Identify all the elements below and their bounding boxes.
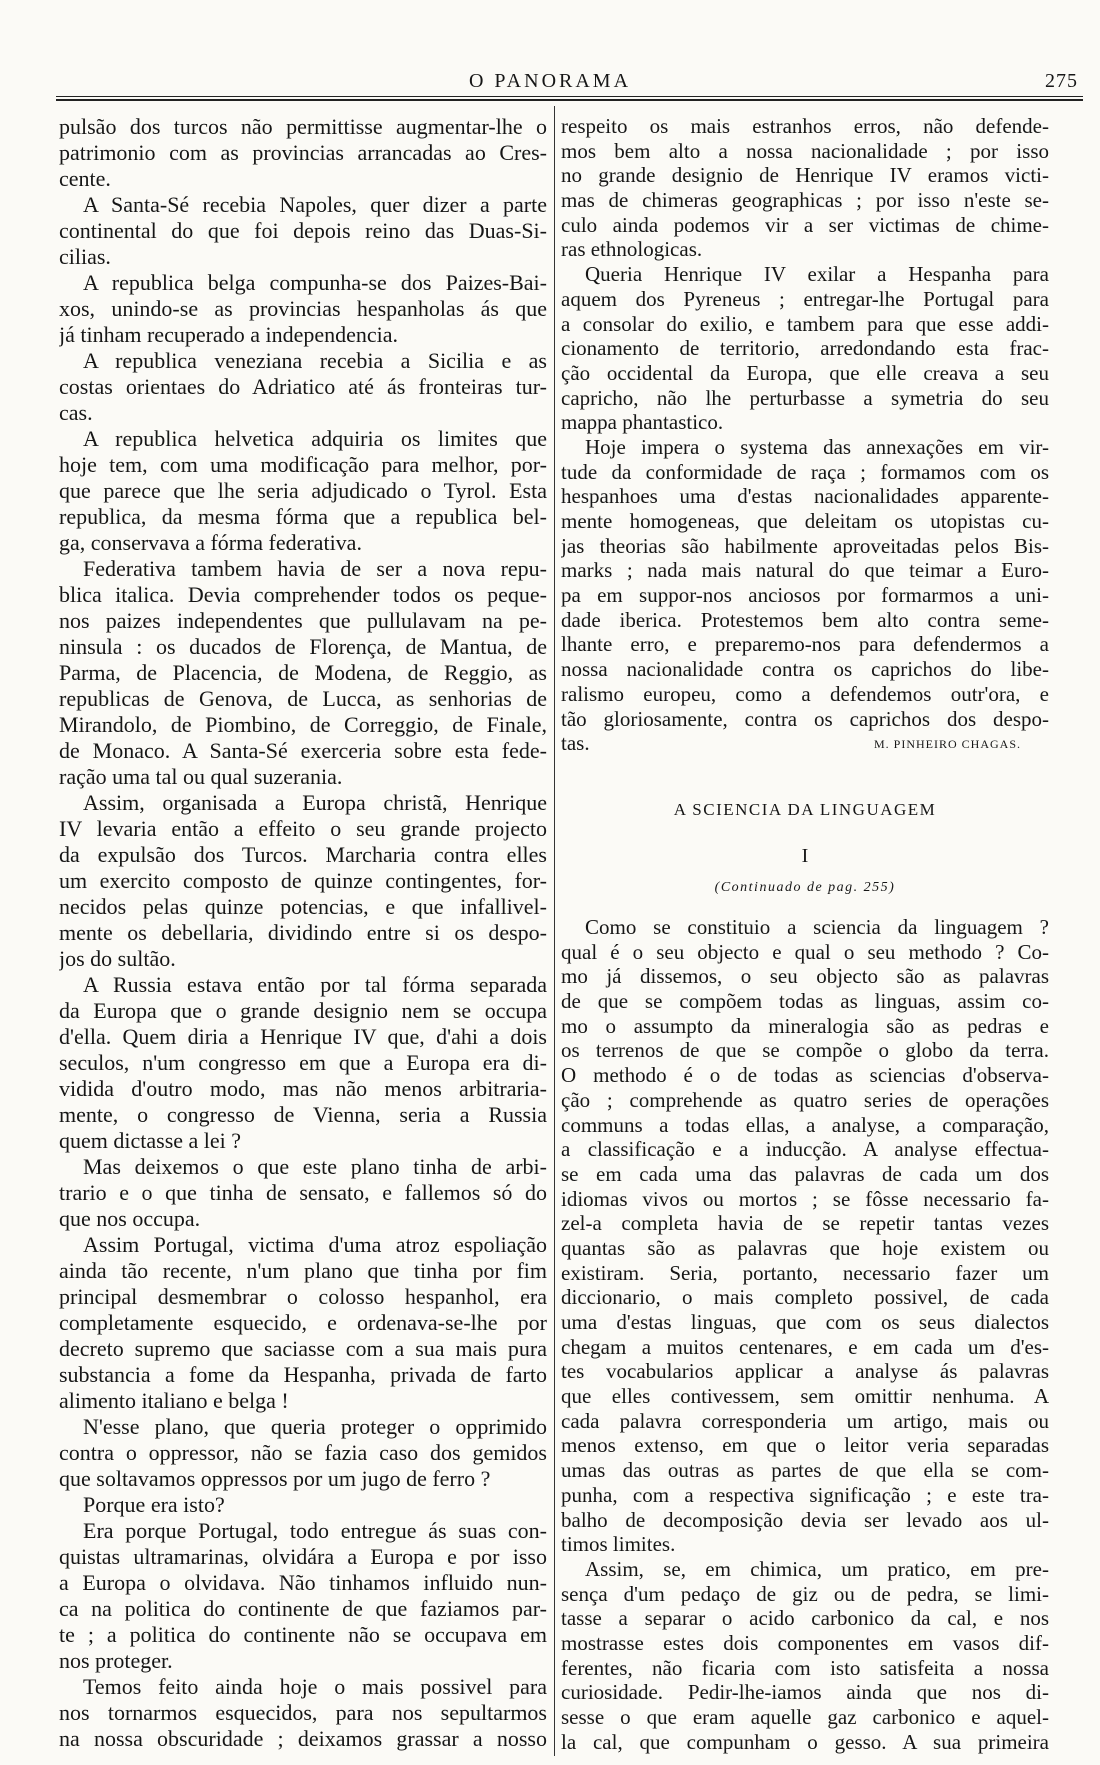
text-line: pa em suppor-nos anciosos por formarmos a uni- (561, 583, 1049, 608)
text-line: timos limites. (561, 1532, 676, 1557)
text-line: mas de chimeras geographicas ; por isso n'este se- (561, 188, 1049, 213)
left-column (59, 114, 547, 1752)
text-line: mente, o congresso de Vienna, seria a Russia (59, 1102, 547, 1127)
text-line: da expulsão dos Turcos. Marcharia contra elles (59, 842, 547, 867)
text-line: um exercito composto de quinze contingentes, for- (59, 868, 547, 893)
text-line: blica italica. Devia comprehender todos os peque- (59, 582, 547, 607)
text-line: mente os debellaria, dividindo entre si os despo- (59, 920, 547, 945)
text-line: communs a todas ellas, a analyse, a comparação, (561, 1112, 1049, 1137)
text-line: ração uma tal ou qual suzerania. (59, 764, 343, 789)
text-line: uma d'estas linguas, que com os seus dialectos (561, 1310, 1049, 1334)
text-line: de que se compõem todas as linguas, assim co- (561, 989, 1049, 1014)
text-line: mostrasse estes dois componentes em vasos dif- (561, 1630, 1049, 1655)
text-line: costas orientaes do Adriatico até ás fronteiras tur- (59, 374, 547, 399)
text-line: mente homogeneas, que deleitam os utopistas cu- (561, 509, 1049, 533)
text-line: A republica helvetica adquiria os limites que (83, 426, 547, 451)
text-line: hoje tem, com uma modificação para melhor, por- (59, 452, 547, 477)
text-line: mos bem alto a nossa nacionalidade ; por isso (561, 138, 1049, 163)
text-line: nos proteger. (59, 1648, 173, 1673)
text-line: marks ; nada mais natural do que teimar a Euro- (561, 558, 1049, 583)
text-line: os terrenos de que se compõe o globo da terra. (561, 1038, 1049, 1063)
text-line: decreto supremo que saciasse com a sua mais pura (59, 1336, 547, 1361)
text-line: punha, com a respectiva significação ; e este tra- (561, 1482, 1049, 1507)
text-line: a classificação e a inducção. A analyse effectua- (561, 1137, 1049, 1162)
text-line: d'ella. Quem diria a Henrique IV que, d'ahi a dois (59, 1024, 547, 1049)
text-line: capricho, não lhe perturbasse a symetria do seu (561, 385, 1049, 410)
text-line: existiram. Seria, portanto, necessario fazer um (561, 1260, 1049, 1285)
text-line: lhante erro, e preparemo-nos para defendermos a (561, 632, 1049, 657)
text-line: cada palavra corresponderia um artigo, mais ou (561, 1408, 1049, 1433)
text-line: sença d'um pedaço de giz ou de pedra, se limi- (561, 1581, 1049, 1606)
text-line: aquem dos Pyreneus ; entregar-lhe Portugal para (561, 286, 1049, 311)
text-line: mo o assumpto da mineralogia são as pedras e (561, 1013, 1049, 1038)
text-line: tes vocabularios applicar a analyse ás palavras (561, 1359, 1049, 1384)
text-line: te ; a politica do continente não se occupava em (59, 1622, 547, 1647)
right-column-article-body (561, 915, 1049, 1754)
text-line: A republica belga compunha-se dos Paizes-Bai- (83, 270, 547, 295)
text-line: ras ethnologicas. (561, 237, 703, 262)
text-line: Parma, de Placencia, de Modena, de Reggio, as (59, 660, 547, 685)
text-line: A Russia estava então por tal fórma separada (83, 972, 547, 997)
text-line: la cal, que compunham o gesso. A sua primeira (561, 1729, 1049, 1754)
text-line: N'esse plano, que queria proteger o opprimido (83, 1414, 547, 1439)
text-line: A republica veneziana recebia a Sicilia e as (83, 348, 547, 373)
article-section-number: I (801, 845, 809, 867)
text-line: sesse o que eram aquelle gaz carbonico e aquel- (561, 1705, 1049, 1729)
text-line: nos paizes independentes que pullulavam na pe- (59, 608, 547, 633)
column-divider (554, 106, 555, 1756)
text-line: balho de decomposição devia ser levado aos ul- (561, 1507, 1049, 1532)
text-line: alimento italiano e belga ! (59, 1388, 289, 1413)
text-line: O methodo é o de todas as sciencias d'observa- (561, 1063, 1049, 1088)
text-line: ralismo europeu, como a defendemos outr'ora, e (561, 681, 1049, 706)
text-line: Porque era isto? (83, 1492, 225, 1517)
text-line: curiosidade. Pedir-lhe-iamos ainda que nos di- (561, 1680, 1049, 1705)
text-line: trario e o que tinha de sensato, e fallemos só do (59, 1180, 547, 1205)
text-line: já tinham recuperado a independencia. (59, 322, 399, 347)
continued-note: (Continuado de pag. 255) (714, 880, 896, 895)
text-line: menos extenso, em que o leitor veria separadas (561, 1433, 1049, 1458)
text-line: que soltavamos oppressos por um jugo de ferro ? (59, 1466, 491, 1491)
text-line: no grande designio de Henrique IV eramos victi- (561, 163, 1049, 188)
text-line: Temos feito ainda hoje o mais possivel para (83, 1674, 547, 1699)
text-line: IV levaria então a effeito o seu grande projecto (59, 816, 547, 841)
text-line: diccionario, o mais completo possivel, de cada (561, 1285, 1049, 1310)
text-line: nossa nacionalidade contra os caprichos do libe- (561, 657, 1049, 682)
text-line: a Europa o olvidava. Não tinhamos influido nun- (59, 1570, 547, 1595)
text-line: Mas deixemos o que este plano tinha de arbi- (83, 1154, 547, 1179)
text-line: pulsão dos turcos não permittisse augmentar-lhe o (59, 114, 547, 139)
text-line: necidos pelas quinze potencias, e que infallivel- (59, 894, 547, 919)
text-line: zel-a completa havia de se repetir tantas vezes (561, 1211, 1049, 1236)
text-line: ga, conservava a fórma federativa. (59, 530, 362, 555)
text-line: chegam a muitos centenares, e em cada um d'es- (561, 1334, 1049, 1359)
text-line: seculos, n'um congresso em que a Europa era di- (59, 1050, 547, 1075)
text-line: Era porque Portugal, todo entregue ás suas con- (83, 1518, 547, 1543)
text-line: quem dictasse a lei ? (59, 1128, 242, 1153)
text-line: principal desmembrar o colosso hespanhol, era (59, 1284, 547, 1309)
text-line: hespanhoes uma d'estas nacionalidades apparente- (561, 484, 1049, 509)
text-line: culo ainda podemos vir a ser victimas de chime- (561, 212, 1049, 237)
text-line: Hoje impera o systema das annexações em vir- (585, 434, 1049, 459)
text-line: de Monaco. A Santa-Sé exerceria sobre esta fede- (59, 738, 547, 763)
text-line: ca na politica do continente de que faziamos par- (59, 1596, 547, 1621)
text-line: tude da conformidade de raça ; formamos com os (561, 459, 1049, 484)
text-line: que nos occupa. (59, 1206, 201, 1231)
text-line: vidida d'outro modo, mas não menos arbitraria- (59, 1076, 547, 1101)
text-line: Assim Portugal, victima d'uma atroz espoliação (83, 1232, 547, 1257)
text-line: patrimonio com as provincias arrancadas ao Cres- (59, 140, 547, 165)
text-line: jos do sultão. (59, 946, 176, 971)
text-line: cilias. (59, 244, 111, 269)
text-line: Queria Henrique IV exilar a Hespanha para (585, 262, 1049, 287)
text-line: Assim, organisada a Europa christã, Henrique (83, 790, 547, 815)
text-line: quantas são as palavras que hoje existem ou (561, 1235, 1049, 1260)
text-line: tasse a separar o acido carbonico da cal, e nos (561, 1606, 1049, 1631)
text-line: Mirandolo, de Piombino, de Correggio, de Finale, (59, 712, 547, 737)
text-line: tão gloriosamente, contra os caprichos dos despo- (561, 706, 1049, 731)
text-line: quistas ultramarinas, olvidára a Europa e por isso (59, 1544, 547, 1569)
text-line: ninsula : os ducados de Florença, de Mantua, de (59, 634, 547, 659)
text-line: substancia a fome da Hespanha, privada de farto (59, 1362, 547, 1387)
text-line: cente. (59, 166, 111, 191)
text-line: cionamento de territorio, arredondando esta frac- (561, 336, 1049, 361)
text-line: contra o oppressor, não se fazia caso dos gemidos (59, 1440, 547, 1465)
text-line: jas theorias são habilmente aproveitadas pelos Bis- (561, 533, 1049, 558)
text-line: ção occidental da Europa, que elle creava a seu (561, 360, 1049, 385)
text-line: na nossa obscuridade ; deixamos grassar a nosso (59, 1726, 547, 1751)
text-line: ção ; comprehende as quatro series de operações (561, 1087, 1049, 1112)
text-line: ainda tão recente, n'um plano que tinha por fim (59, 1258, 547, 1283)
header-rule-thick (56, 99, 1083, 101)
text-line: qual é o seu objecto e qual o seu methodo ? Co- (561, 939, 1049, 964)
text-line: mo já dissemos, o seu objecto são as palavras (561, 964, 1049, 989)
text-line: Como se constituio a sciencia da linguagem ? (585, 915, 1049, 939)
text-line: nos tornarmos esquecidos, para nos sepultarmos (59, 1700, 547, 1725)
text-line: que parece que lhe seria adjudicado o Tyrol. Esta (59, 478, 547, 503)
text-line: que elles contivessem, sem omittir nenhuma. A (561, 1384, 1049, 1409)
text-line: respeito os mais estranhos erros, não defende- (561, 114, 1049, 138)
text-line: umas das outras as partes de que ella se com- (561, 1458, 1049, 1483)
text-line: Federativa tambem havia de ser a nova repu- (83, 556, 547, 581)
text-line: xos, unindo-se as provincias hespanholas ás que (59, 296, 547, 321)
text-line: a consolar do exilio, e tambem para que esse addi- (561, 311, 1049, 336)
text-line: completamente esquecido, e ordenava-se-lhe por (59, 1310, 547, 1335)
text-line: republica, da mesma fórma que a republica bel- (59, 504, 547, 529)
text-line: se em cada uma das palavras de cada um dos (561, 1161, 1049, 1186)
text-line: mappa phantastico. (561, 410, 724, 435)
text-line: ferentes, não ficaria com isto satisfeita a nossa (561, 1655, 1049, 1680)
page-title: O PANORAMA (468, 70, 632, 92)
text-line: republicas de Genova, de Lucca, as senhorias de (59, 686, 547, 711)
text-line: Assim, se, em chimica, um pratico, em pre- (585, 1556, 1049, 1581)
article-title: A SCIENCIA DA LINGUAGEM (673, 800, 937, 819)
text-line: A Santa-Sé recebia Napoles, quer dizer a parte (83, 192, 547, 217)
right-column-article-end (561, 114, 1049, 756)
text-line: idiomas vivos ou mortos ; se fôsse necessario fa- (561, 1186, 1049, 1211)
text-line: cas. (59, 400, 93, 425)
page-number: 275 (1045, 70, 1078, 92)
article-signature: M. PINHEIRO CHAGAS. (873, 736, 1021, 751)
text-line: dade iberica. Protestemos bem alto contra seme- (561, 607, 1049, 632)
header-rule (56, 96, 1083, 97)
text-line: continental do que foi depois reino das Duas-Si- (59, 218, 547, 243)
text-line: tas. (561, 731, 590, 756)
text-line: da Europa que o grande designio nem se occupa (59, 998, 547, 1023)
